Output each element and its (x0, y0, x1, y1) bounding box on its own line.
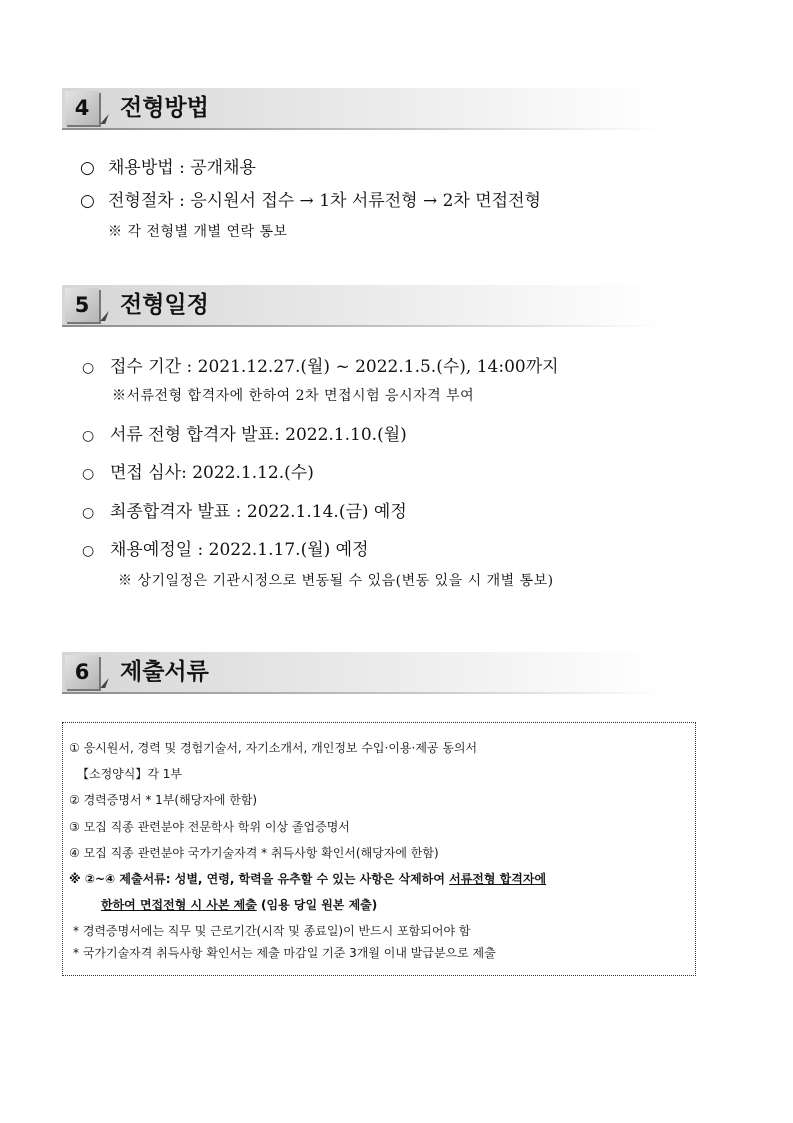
list-item-text: 최종합격자 발표 : 2022.1.14.(금) 예정 (110, 502, 407, 522)
header-rule (62, 128, 662, 130)
doc-notice-text: ※ ②~④ 제출서류: 성별, 연령, 학력을 유추할 수 있는 사항은 삭제하여 (69, 872, 450, 886)
section-title: 전형방법 (120, 95, 209, 121)
list-item (82, 497, 407, 522)
list-item (80, 153, 256, 178)
circle-bullet-icon: ○ (80, 191, 95, 211)
section-header-4 (62, 88, 662, 130)
circle-bullet-icon: ○ (82, 543, 95, 559)
section-title: 전형일정 (120, 292, 209, 318)
doc-line: ② 경력증명서 * 1부(해당자에 한함) (69, 793, 258, 807)
doc-line: ① 응시원서, 경력 및 경험기술서, 자기소개서, 개인정보 수입·이용·제공 동의서 (69, 741, 478, 755)
circle-bullet-icon: ○ (82, 360, 95, 376)
circle-bullet-icon: ○ (82, 466, 95, 482)
document-list-box (62, 722, 696, 976)
header-rule (62, 692, 662, 694)
doc-notice (101, 896, 377, 913)
doc-notice-underlined: 한하여 면접전형 시 사본 제출 (101, 898, 257, 912)
doc-footnote: * 경력증명서에는 직무 및 근로기간(시작 및 종료일)이 반드시 포함되어야 함 (73, 924, 471, 938)
list-item-text: 채용예정일 : 2022.1.17.(월) 예정 (110, 540, 369, 560)
list-item-text: 서류 전형 합격자 발표: 2022.1.10.(월) (110, 425, 407, 445)
header-rule (62, 325, 662, 327)
section-header-6 (62, 652, 662, 694)
circle-bullet-icon: ○ (82, 428, 95, 444)
doc-notice (69, 870, 546, 887)
section-title: 제출서류 (120, 659, 209, 685)
note-text: ※서류전형 합격자에 한하여 2차 면접시험 응시자격 부여 (112, 388, 475, 404)
doc-line: ④ 모집 직종 관련분야 국가기술자격 * 취득사항 확인서(해당자에 한함) (69, 846, 439, 860)
list-item-text: 접수 기간 : 2021.12.27.(월) ~ 2022.1.5.(수), 14:00까지 (110, 357, 559, 377)
list-item (80, 186, 541, 211)
section-number: 6 (65, 655, 99, 689)
section-number: 4 (65, 91, 99, 125)
doc-line: ③ 모집 직종 관련분야 전문학사 학위 이상 졸업증명서 (69, 820, 350, 834)
note-text: ※ 각 전형별 개별 연락 통보 (108, 224, 288, 240)
list-item-text: 전형절차 : 응시원서 접수 → 1차 서류전형 → 2차 면접전형 (108, 191, 541, 211)
list-item-text: 채용방법 : 공개채용 (108, 158, 256, 178)
doc-footnote: * 국가기술자격 취득사항 확인서는 제출 마감일 기준 3개월 이내 발급분으로 제출 (73, 946, 496, 960)
circle-bullet-icon: ○ (80, 158, 95, 178)
circle-bullet-icon: ○ (82, 505, 95, 521)
list-item-text: 면접 심사: 2022.1.12.(수) (110, 463, 314, 483)
list-item (82, 458, 314, 483)
list-item (82, 352, 559, 377)
doc-notice-underlined: 서류전형 합격자에 (449, 872, 547, 886)
doc-notice-text: (임용 당일 원본 제출) (256, 898, 378, 912)
list-item (82, 420, 407, 445)
note-text: ※ 상기일정은 기관시정으로 변동될 수 있음(변동 있을 시 개별 통보) (118, 573, 554, 589)
section-header-5 (62, 285, 662, 327)
list-item (82, 535, 369, 560)
section-number: 5 (65, 288, 99, 322)
doc-line: 【소정양식】각 1부 (77, 767, 183, 781)
